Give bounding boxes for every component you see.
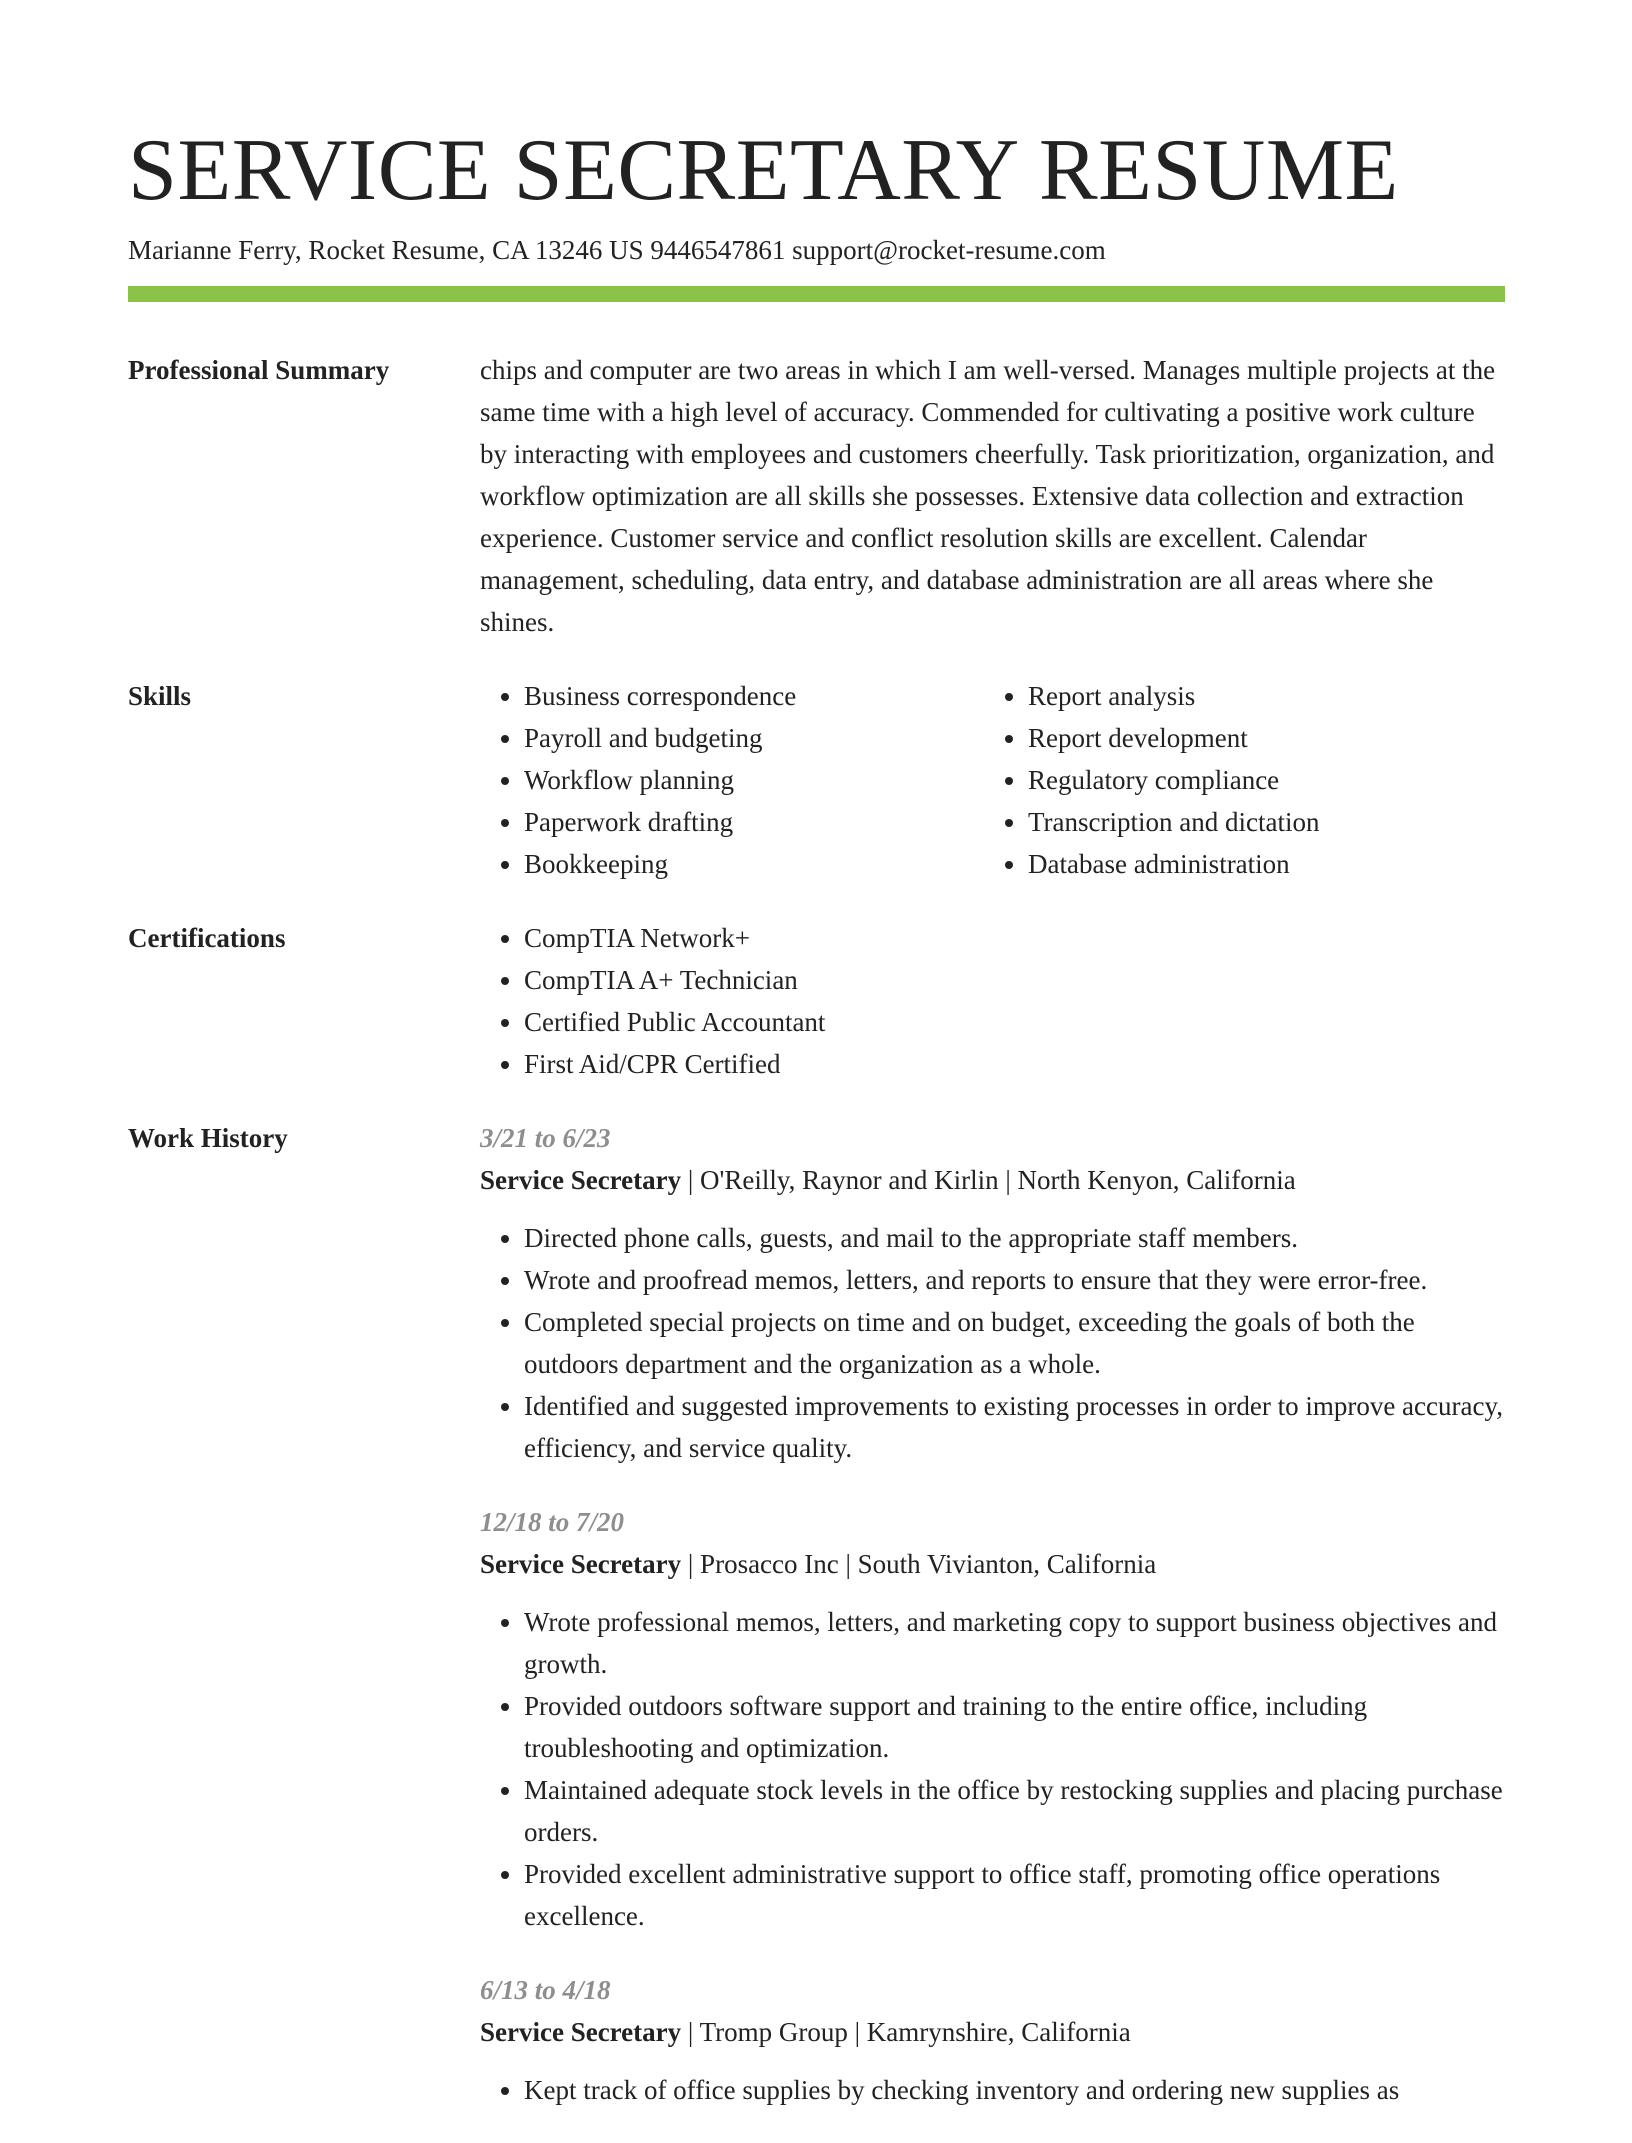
skills-list-left: [480, 675, 984, 885]
certification-item: • CompTIA A+ Technician: [524, 959, 1505, 1001]
work-history-body: [480, 1117, 1505, 2143]
job-duty: • Kept track of office supplies by checking inventory and ordering new supplies as: [524, 2069, 1505, 2111]
job-duty: • Maintained adequate stock levels in the office by restocking supplies and placing purchase orders.: [524, 1769, 1505, 1853]
summary-body: [480, 349, 1505, 643]
skill-item: • Workflow planning: [524, 759, 984, 801]
job-title: Service Secretary: [480, 1549, 682, 1579]
job-employer-location: | Prosacco Inc | South Vivianton, California: [681, 1549, 1157, 1579]
skills-body: [480, 675, 1505, 885]
job-dates: 3/21 to 6/23: [480, 1123, 611, 1153]
job-duty: • Directed phone calls, guests, and mail to the appropriate staff members.: [524, 1217, 1505, 1259]
job-duty: • Provided outdoors software support and training to the entire office, including troubleshooting and optimization.: [524, 1685, 1505, 1769]
job-duty: • Provided excellent administrative support to office staff, promoting office operations excellence.: [524, 1853, 1505, 1937]
skills-list-right: [984, 675, 1488, 885]
job-heading: [480, 2011, 1505, 2053]
job-entry: [480, 1501, 1505, 1937]
certification-item: • First Aid/CPR Certified: [524, 1043, 1505, 1085]
job-title: Service Secretary: [480, 2017, 682, 2047]
skills-column-left: [480, 675, 984, 885]
job-duty: • Identified and suggested improvements to existing processes in order to improve accuracy, efficiency, and service quality.: [524, 1385, 1505, 1469]
job-duty: • Wrote professional memos, letters, and marketing copy to support business objectives and growth.: [524, 1601, 1505, 1685]
skill-item: • Bookkeeping: [524, 843, 984, 885]
job-heading: [480, 1543, 1505, 1585]
skill-item: • Regulatory compliance: [1028, 759, 1488, 801]
certification-item: • Certified Public Accountant: [524, 1001, 1505, 1043]
skills-column-right: [984, 675, 1488, 885]
certification-item: • CompTIA Network+: [524, 917, 1505, 959]
skill-item: • Report development: [1028, 717, 1488, 759]
job-employer-location: | O'Reilly, Raynor and Kirlin | North Kenyon, California: [681, 1165, 1296, 1195]
certifications-body: [480, 917, 1505, 1085]
job-entry: [480, 1117, 1505, 1469]
job-dates: 12/18 to 7/20: [480, 1507, 625, 1537]
accent-divider: [128, 286, 1505, 302]
job-duty: • Completed special projects on time and on budget, exceeding the goals of both the outdoors department and the organization as a whole.: [524, 1301, 1505, 1385]
section-label-certifications: Certifications: [128, 923, 286, 953]
section-label-work-history: Work History: [128, 1123, 288, 1153]
skill-item: • Paperwork drafting: [524, 801, 984, 843]
job-dates: 6/13 to 4/18: [480, 1975, 611, 2005]
skill-item: • Transcription and dictation: [1028, 801, 1488, 843]
job-heading: [480, 1159, 1505, 1201]
summary-text: chips and computer are two areas in which I am well-versed. Manages multiple projects at the same time with a high level of accuracy. Commended for cultivating a positive work culture by interacting with employees and customers cheerfully. Task prioritization, organization, and workflow optimization are all skills she possesses. Extensive data collection and extraction experience. Customer service and conflict resolution skills are excellent. Calendar management, scheduling, data entry, and database administration are all areas where she shines.: [480, 355, 1496, 637]
contact-line: Marianne Ferry, Rocket Resume, CA 13246 US 9446547861 support@rocket-resume.com: [128, 235, 1106, 265]
resume-title: SERVICE SECRETARY RESUME: [128, 122, 1399, 219]
certifications-list: [480, 917, 1505, 1085]
job-title: Service Secretary: [480, 1165, 682, 1195]
section-label-skills: Skills: [128, 681, 192, 711]
skill-item: • Payroll and budgeting: [524, 717, 984, 759]
skills-grid: [480, 675, 1505, 885]
skill-item: • Database administration: [1028, 843, 1488, 885]
section-label-summary: Professional Summary: [128, 355, 390, 385]
skill-item: • Report analysis: [1028, 675, 1488, 717]
job-duties-list: [480, 2069, 1505, 2111]
job-duties-list: [480, 1601, 1505, 1937]
job-entry: [480, 1969, 1505, 2111]
job-employer-location: | Tromp Group | Kamrynshire, California: [681, 2017, 1131, 2047]
job-duties-list: [480, 1217, 1505, 1469]
job-duty: • Wrote and proofread memos, letters, and reports to ensure that they were error-free.: [524, 1259, 1505, 1301]
skill-item: • Business correspondence: [524, 675, 984, 717]
